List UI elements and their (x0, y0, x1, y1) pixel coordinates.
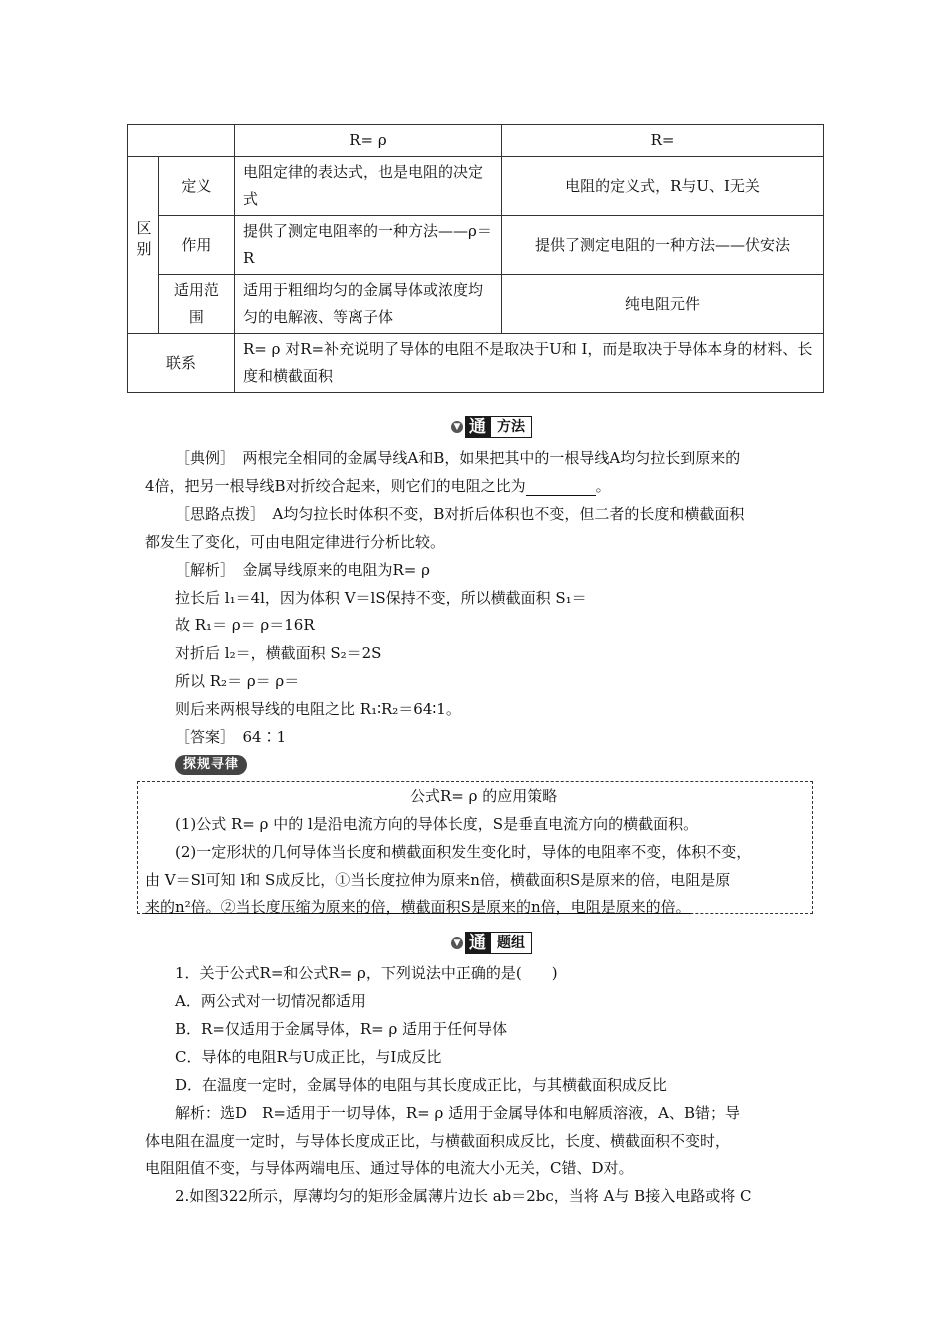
rule-line-3: 由 V＝Sl可知 l和 S成反比，①当长度拉伸为原来n倍，横截面积S是原来的倍，电阻是原 (145, 871, 731, 889)
banner-title: 题组 (490, 932, 532, 954)
option-d: D．在温度一定时，金属导体的电阻与其长度成正比，与其横截面积成反比 (175, 1076, 668, 1094)
cell-connection: R= ρ 对R=补充说明了导体的电阻不是取决于U和 I，而是取决于导体本身的材料、长度和横截面积 (235, 334, 824, 393)
question-group-banner (451, 930, 532, 956)
row-label-connection: 联系 (128, 334, 235, 393)
option-a: A．两公式对一切情况都适用 (175, 992, 366, 1010)
cell-function-formula: 提供了测定电阻的一种方法——伏安法 (502, 216, 824, 275)
answer-blank (526, 479, 596, 496)
solution-line: 所以 R₂＝ ρ＝ ρ＝ (175, 672, 300, 690)
solution-line: ［解析］ 金属导线原来的电阻为R= ρ (175, 561, 430, 579)
cell-definition-formula: 电阻的定义式，R与U、I无关 (502, 157, 824, 216)
rule-line-2: (2)一定形状的几何导体当长度和横截面积发生变化时，导体的电阻率不变，体积不变， (175, 843, 752, 861)
hint-line-2: 都发生了变化，可由电阻定律进行分析比较。 (145, 533, 446, 551)
solution-line: 拉长后 l₁＝4l，因为体积 V＝lS保持不变，所以横截面积 S₁＝ (175, 589, 587, 607)
banner-main-char: 通 (465, 416, 490, 438)
question-1-analysis-3: 电阻阻值不变，与导体两端电压、通过导体的电流大小无关，C错、D对。 (145, 1159, 634, 1177)
difference-group-label: 区别 (128, 157, 159, 334)
solution-line: 则后来两根导线的电阻之比 R₁∶R₂＝64∶1。 (175, 700, 461, 718)
rule-line-4: 来的n²倍。②当长度压缩为原来的倍，横截面积S是原来的n倍，电阻是原来的倍。 (145, 898, 691, 916)
example-line-2: 4倍，把另一根导线B对折绞合起来，则它们的电阻之比为 。 (145, 477, 611, 495)
solution-line: 对折后 l₂＝，横截面积 S₂＝2S (175, 644, 382, 662)
option-c: C．导体的电阻R与U成正比，与I成反比 (175, 1048, 442, 1066)
row-label-function: 作用 (158, 216, 234, 275)
row-label-definition: 定义 (158, 157, 234, 216)
banner-main-char: 通 (465, 932, 490, 954)
table-header-resistance-law: R= ρ (235, 125, 502, 157)
rule-line-1: (1)公式 R= ρ 中的 l是沿电流方向的导体长度，S是垂直电流方向的横截面积。 (175, 815, 699, 833)
question-1-analysis-2: 体电阻在温度一定时，与导体长度成正比，与横截面积成反比，长度、横截面积不变时， (145, 1132, 731, 1150)
hint-line-1: ［思路点拨］ A均匀拉长时体积不变，B对折后体积也不变，但二者的长度和横截面积 (175, 505, 745, 523)
question-2-stem: 2.如图322所示，厚薄均匀的矩形金属薄片边长 ab＝2bc，当将 A与 B接入电路或将 C (175, 1187, 752, 1205)
banner-title: 方法 (490, 416, 532, 438)
chevron-down-icon: ▼ (451, 937, 463, 949)
answer-line: ［答案］ 64∶1 (175, 728, 287, 746)
comparison-table (127, 124, 824, 393)
method-section-banner (451, 414, 532, 440)
option-b: B．R=仅适用于金属导体，R= ρ 适用于任何导体 (175, 1020, 508, 1038)
table-corner-cell (128, 125, 235, 157)
solution-line: 故 R₁＝ ρ＝ ρ＝16R (175, 616, 315, 634)
cell-scope-law: 适用于粗细均匀的金属导体或浓度均匀的电解液、等离子体 (235, 275, 502, 334)
example-line-1: ［典例］ 两根完全相同的金属导线A和B，如果把其中的一根导线A均匀拉长到原来的 (175, 449, 741, 467)
table-header-definition-formula: R= (502, 125, 824, 157)
cell-function-law: 提供了测定电阻率的一种方法——ρ＝R (235, 216, 502, 275)
chevron-down-icon: ▼ (451, 421, 463, 433)
question-1-analysis-1: 解析：选D R=适用于一切导体，R= ρ 适用于金属导体和电解质溶液，A、B错；导 (175, 1104, 740, 1122)
rule-exploration-tag: 探规寻律 (175, 755, 247, 775)
cell-definition-law: 电阻定律的表达式，也是电阻的决定式 (235, 157, 502, 216)
cell-scope-formula: 纯电阻元件 (502, 275, 824, 334)
rule-title: 公式R= ρ 的应用策略 (410, 787, 558, 805)
row-label-scope: 适用范围 (158, 275, 234, 334)
question-1-stem: 1．关于公式R=和公式R= ρ，下列说法中正确的是( ) (175, 964, 558, 982)
